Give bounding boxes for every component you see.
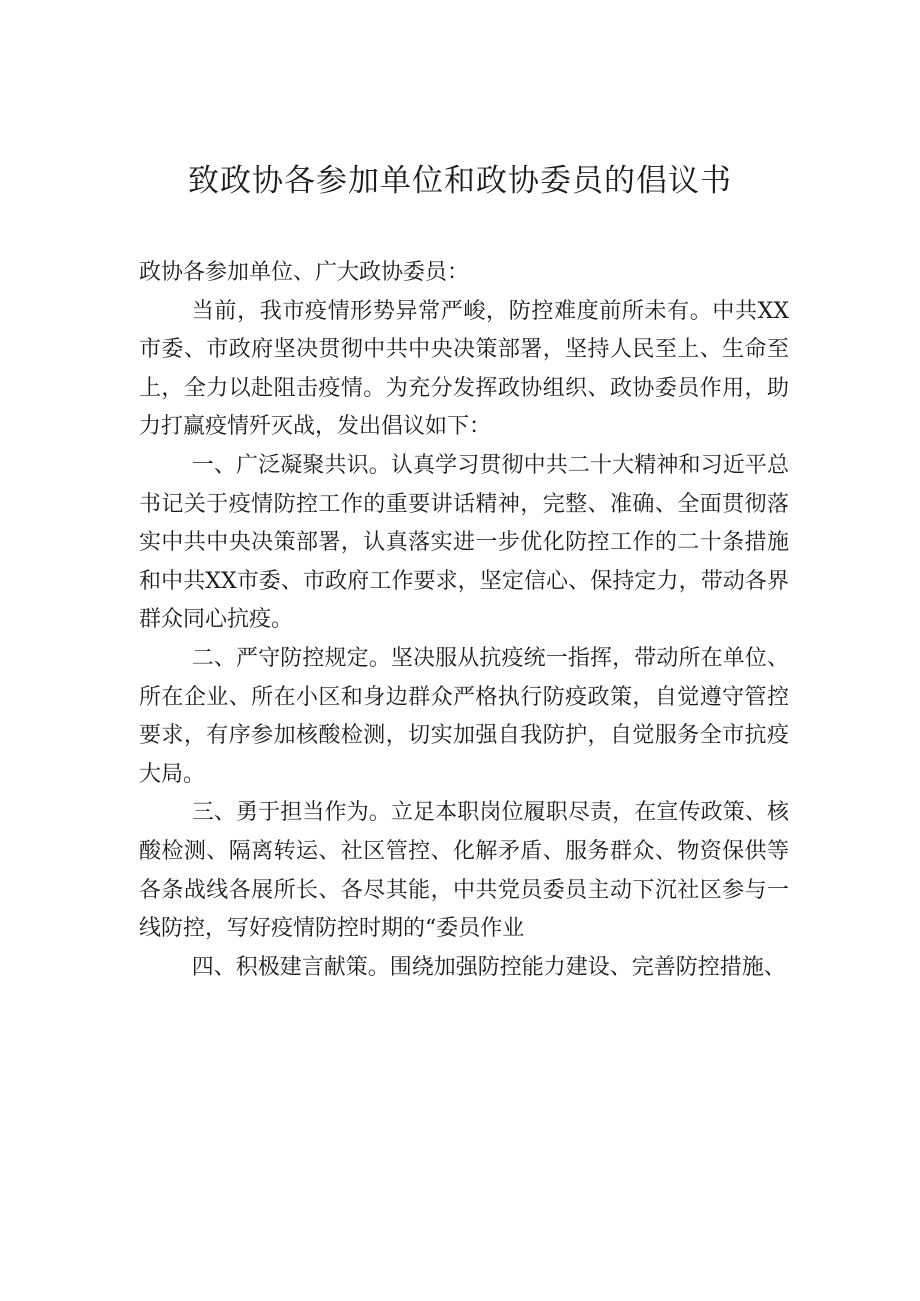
paragraph-intro: 当前，我市疫情形势异常严峻，防控难度前所未有。中共XX市委、市政府坚决贯彻中共中央决策部署，坚持人民至上、生命至上，全力以赴阻击疫情。为充分发挥政协组织、政协委员作用，助力打赢疫情歼灭战，发出倡议如下：: [139, 298, 789, 440]
document-title: 致政协各参加单位和政协委员的倡议书: [188, 163, 732, 199]
paragraph-consensus: 一、广泛凝聚共识。认真学习贯彻中共二十大精神和习近平总书记关于疫情防控工作的重要讲话精神，完整、准确、全面贯彻落实中共中央决策部署，认真落实进一步优化防控工作的二十条措施和中共XX市委、市政府工作要求，坚定信心、保持定力，带动各界群众同心抗疫。: [139, 452, 789, 633]
paragraph-rules: 二、严守防控规定。坚决服从抗疫统一指挥，带动所在单位、所在企业、所在小区和身边群众严格执行防疫政策，自觉遵守管控要求，有序参加核酸检测，切实加强自我防护，自觉服务全市抗疫大局。: [139, 645, 789, 787]
paragraph-responsibility: 三、勇于担当作为。立足本职岗位履职尽责，在宣传政策、核酸检测、隔离转运、社区管控、化解矛盾、服务群众、物资保供等各条战线各展所长、各尽其能，中共党员委员主动下沉社区参与一线防控，写好疫情防控时期的“委员作业: [139, 800, 789, 942]
paragraph-suggestions: 四、积极建言献策。围绕加强防控能力建设、完善防控措施、: [191, 954, 786, 980]
document-body: [139, 254, 789, 987]
salutation: 政协各参加单位、广大政协委员：: [139, 260, 470, 285]
